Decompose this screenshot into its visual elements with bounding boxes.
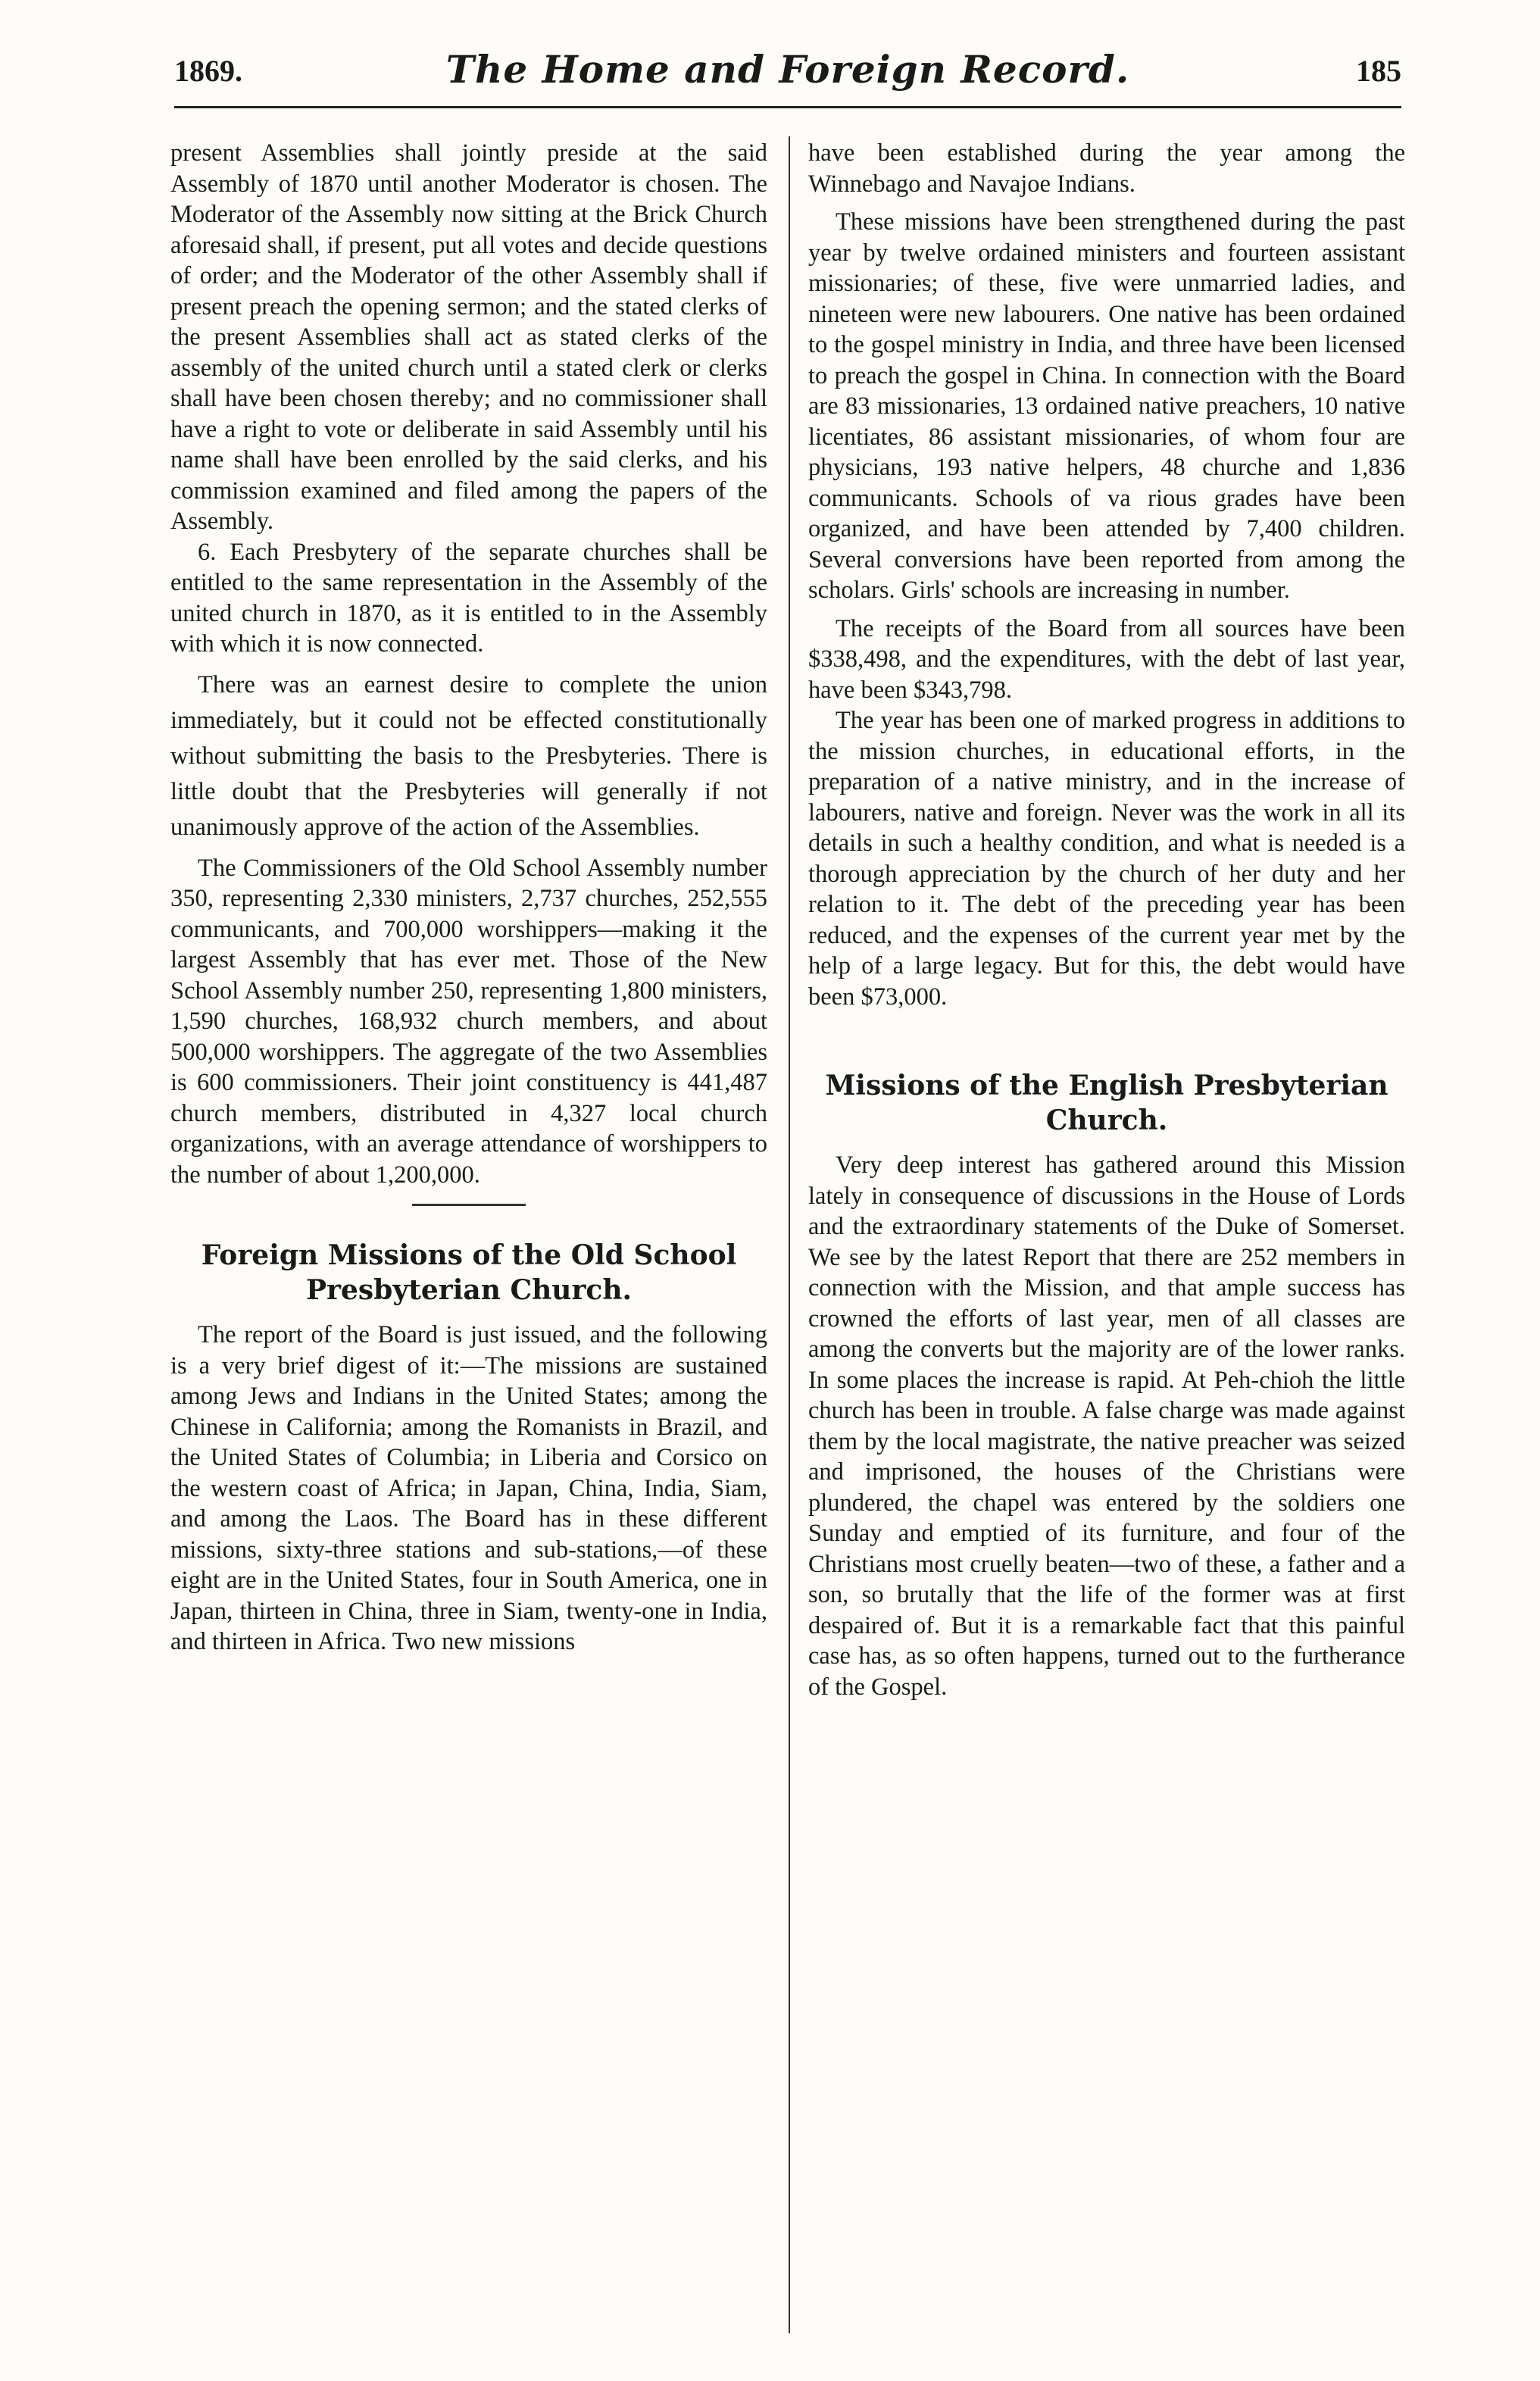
paragraph: The Commissioners of the Old School Assembly number 350, representing 2,330 ministers, 2,737 churches, 252,555 communicants, and 700,000 worshippers—making it the largest Assembly that has ever met. Those of the New School Assembly number 250, representing 1,800 ministers, 1,590 churches, 168,932 church members, and about 500,000 worshippers. The aggregate of the two Assemblies is 600 commissioners. Their joint constituency is 441,487 church members, distributed in 4,327 local church organizations, with an average attendance of worshippers to the number of about 1,200,000.	[170, 854, 767, 1189]
paragraph: 6. Each Presbytery of the separate churches shall be entitled to the same representation in the Assembly of the united church in 1870, as it is entitled to in the Assembly with which it is now connected.	[170, 538, 767, 658]
running-header	[174, 47, 1401, 100]
right-column	[808, 138, 1405, 1702]
paragraph: The report of the Board is just issued, and the following is a very brief digest of it:—The missions are sustained among Jews and Indians in the United States; among the Chinese in California; among the Romanists in Brazil, and the United States of Columbia; in Liberia and Corsico on the western coast of Africa; in Japan, China, India, Siam, and among the Laos. The Board has in these different missions, sixty-three stations and sub-stations,—of these eight are in the United States, four in South America, one in Japan, thirteen in China, three in Siam, twenty-one in India, and thirteen in Africa. Two new missions	[170, 1321, 767, 1655]
header-rule	[174, 106, 1401, 108]
paragraph: Very deep interest has gathered around this Mission lately in consequence of discussions in the House of Lords and the extraordinary statements of the Duke of Somerset. We see by the latest Report that there are 252 members in connection with the Mission, and that ample success has crowned the efforts of last year, men of all classes are among the converts but the majority are of the lower ranks. In some places the increase is rapid. At Peh-chioh the little church has been in trouble. A false charge was made against them by the local magistrate, the native preacher was seized and imprisoned, the houses of the Christians were plundered, the chapel was entered by the soldiers one Sunday and emptied of its furniture, and four of the Christians most cruelly beaten—two of these, a father and a son, so brutally that the life of the former was at first despaired of. But it is a remarkable fact that this painful case has, as so often happens, turned out to the furtherance of the Gospel.	[808, 1151, 1405, 1701]
left-column	[170, 138, 767, 1658]
paragraph: The receipts of the Board from all sources have been $338,498, and the expenditures, with the debt of last year, have been $343,798.	[808, 614, 1405, 704]
section-divider	[412, 1204, 526, 1206]
paragraph: There was an earnest desire to complete the union immediately, but it could not be effected constitutionally without submitting the basis to the Presbyteries. There is little doubt that the Presbyteries will generally if not unanimously approve of the action of the Assemblies.	[170, 670, 767, 841]
paragraph: These missions have been strengthened during the past year by twelve ordained ministers and fourteen assistant missionaries; of these, five were unmarried ladies, and nineteen were new labourers. One native has been ordained to the gospel ministry in India, and three have been licensed to preach the gospel in China. In connection with the Board are 83 missionaries, 13 ordained native preachers, 10 native licentiates, 86 assistant missionaries, of whom four are physicians, 193 native helpers, 48 churche and 1,836 communicants. Schools of va rious grades have been organized, and have been attended by 7,400 children. Several conversions have been reported from among the scholars. Girls' schools are increasing in number.	[808, 208, 1405, 604]
paragraph: present Assemblies shall jointly preside at the said Assembly of 1870 until another Moderator is chosen. The Moderator of the Assembly now sitting at the Brick Church aforesaid shall, if present, put all votes and decide questions of order; and the Moderator of the other Assembly shall if present preach the opening sermon; and the stated clerks of the present Assemblies shall act as stated clerks of the assembly of the united church until a stated clerk or clerks shall have been chosen thereby; and no commissioner shall have a right to vote or deliberate in said Assembly until his name shall have been enrolled by the said clerks, and his commission examined and filed among the papers of the Assembly.	[170, 139, 767, 535]
journal-title: The Home and Foreign Record.	[445, 47, 1130, 92]
header-year: 1869.	[174, 54, 242, 88]
page-number: 185	[1356, 54, 1401, 88]
section-heading: Foreign Missions of the Old School Presbyterian Church.	[201, 1239, 737, 1306]
column-divider	[789, 136, 790, 2333]
paragraph: The year has been one of marked progress in additions to the mission churches, in educational efforts, in the preparation of a native ministry, and in the increase of labourers, native and foreign. Never was the work in all its details in such a healthy condition, and what is needed is a thorough appreciation by the church of her duty and her relation to it. The debt of the preceding year has been reduced, and the expenses of the current year met by the help of a large legacy. But for this, the debt would have been $73,000.	[808, 707, 1405, 1011]
paragraph: have been established during the year among the Winnebago and Navajoe Indians.	[808, 139, 1405, 198]
section-heading: Missions of the English Presbyterian Church.	[825, 1070, 1388, 1136]
